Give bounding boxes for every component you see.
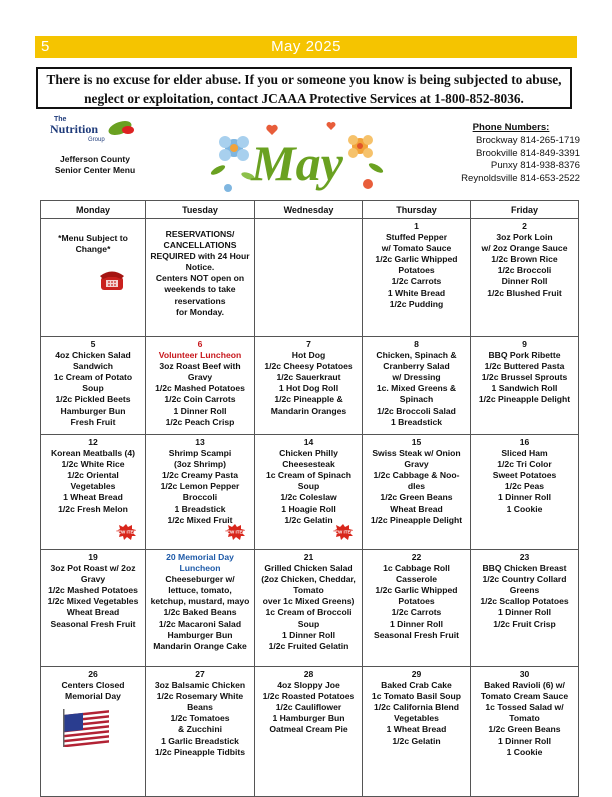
may-title-text: May — [251, 135, 343, 191]
menu-line: Potatoes — [398, 596, 435, 607]
menu-line: ketchup, mustard, mayo — [150, 596, 250, 607]
menu-line: Hamburger Bun — [167, 629, 233, 640]
new-item-badge — [224, 524, 246, 543]
menu-line: w/ Tomato Sauce — [381, 243, 452, 254]
menu-line: Luncheon — [179, 563, 221, 574]
day-number: 9 — [522, 339, 527, 349]
american-flag-icon — [63, 709, 111, 750]
menu-line: 1/2c Lemon Pepper — [160, 481, 240, 492]
menu-line: Cheeseburger w/ — [165, 574, 235, 585]
weekday-header: Friday — [471, 201, 579, 219]
menu-line: RESERVATIONS/ — [165, 229, 235, 239]
day-number: 13 — [195, 437, 205, 447]
menu-line: Beans — [187, 702, 213, 713]
day-number: 22 — [411, 552, 422, 562]
menu-line: REQUIRED with 24 Hour — [150, 251, 250, 262]
menu-line: 1/2c Gelatin — [284, 514, 333, 525]
day-cell — [363, 337, 471, 435]
new-item-badge — [332, 524, 354, 543]
phone-brookville: Brookville 814-849-3391 — [476, 147, 580, 159]
menu-line: 1 Dinner Roll — [497, 735, 551, 746]
menu-line: Casserole — [395, 574, 438, 585]
menu-line: 1/2c Brussel Sprouts — [481, 372, 568, 383]
menu-line: 1/2c Pickled Beets — [55, 394, 131, 405]
menu-line: 1/2c Macaroni Salad — [158, 618, 242, 629]
menu-line: 1/2c Mashed Potatoes — [155, 383, 245, 394]
menu-line: 1 Hot Dog Roll — [278, 383, 339, 394]
menu-line: 1/2c Garlic Whipped — [375, 585, 458, 596]
day-cell — [41, 219, 146, 337]
menu-line: 1/2c Cauliflower — [275, 702, 342, 713]
nutrition-group-logo — [44, 116, 164, 156]
day-cell — [255, 667, 363, 797]
menu-line: 1/2c Fruit Crisp — [493, 618, 556, 629]
menu-line: Gravy — [404, 459, 429, 470]
menu-line: 4oz Chicken Salad — [55, 350, 131, 361]
menu-line: (2oz Chicken, Cheddar, — [261, 574, 356, 585]
menu-line: 1 Dinner Roll — [497, 492, 551, 503]
day-cell — [363, 435, 471, 550]
menu-line: 1 Sandwich Roll — [491, 383, 558, 394]
new-item-badge — [115, 524, 137, 543]
menu-line: Shrimp Scampi — [168, 448, 232, 459]
menu-calendar — [40, 200, 579, 797]
menu-line: Change* — [75, 244, 111, 255]
menu-line: Sweet Potatoes — [492, 470, 557, 481]
menu-line: 3oz Roast Beef with — [159, 361, 241, 372]
menu-line: Dinner Roll — [501, 276, 548, 287]
menu-line: Senior Center Menu — [54, 165, 136, 175]
day-number: 14 — [303, 437, 314, 447]
new-item-text: NEW ITEM — [224, 529, 246, 535]
day-number: 23 — [519, 552, 530, 562]
may-floral-title — [208, 118, 386, 200]
menu-line: 1 Dinner Roll — [173, 405, 227, 416]
menu-line: 1/2c Brown Rice — [491, 254, 558, 265]
menu-line: Sliced Ham — [501, 448, 548, 459]
menu-line: BBQ Chicken Breast — [482, 563, 567, 574]
menu-line: 1/2c Carrots — [391, 607, 442, 618]
menu-line: *Menu Subject to — [58, 233, 128, 243]
menu-line: 1/2c Baked Beans — [163, 607, 237, 618]
day-number: 26 — [88, 669, 98, 679]
logo-name: Nutrition — [50, 122, 98, 136]
menu-line: 1 Cookie — [506, 746, 543, 757]
day-cell — [146, 667, 255, 797]
day-number: 1 — [414, 221, 419, 231]
week-row — [41, 337, 579, 435]
day-number: 19 — [88, 552, 98, 562]
menu-line: 1/2c Fresh Melon — [58, 503, 128, 514]
day-number: 30 — [519, 669, 530, 679]
menu-line: & Zucchini — [178, 724, 222, 735]
menu-line: Mandarin Oranges — [270, 405, 347, 416]
day-cell — [255, 435, 363, 550]
day-cell — [41, 337, 146, 435]
menu-line: 1c Cabbage Roll — [383, 563, 450, 574]
menu-line: Hot Dog — [291, 350, 326, 361]
menu-line: 1/2c Tomatoes — [170, 713, 230, 724]
menu-line: (3oz Shrimp) — [173, 459, 227, 470]
menu-line: 1/2c Pineapple & — [274, 394, 343, 405]
menu-line: 1/2c Pineapple Delight — [370, 514, 463, 525]
county-title — [30, 154, 160, 176]
menu-line: 1/2c Buttered Pasta — [484, 361, 565, 372]
menu-line: w/ 2oz Orange Sauce — [481, 243, 568, 254]
new-item-text: NEW ITEM — [332, 529, 354, 535]
menu-line: Baked Crab Cake — [381, 680, 452, 691]
menu-line: Fresh Fruit — [70, 416, 116, 427]
menu-line: 1c Cream of Potato — [53, 372, 133, 383]
menu-line: 1/2c Broccoli — [497, 265, 552, 276]
menu-line: Memorial Day — [178, 552, 234, 562]
menu-line: Tomato — [293, 585, 324, 596]
menu-line: Cranberry Salad — [383, 361, 450, 372]
menu-line: Baked Ravioli (6) w/ — [484, 680, 565, 691]
menu-line: 1/2c Green Beans — [380, 492, 453, 503]
menu-line: Swiss Steak w/ Onion — [372, 448, 461, 459]
week-row — [41, 667, 579, 797]
menu-line: 1/2c Broccoli Salad — [377, 405, 456, 416]
heart-icon — [266, 122, 335, 135]
day-number: 29 — [411, 669, 422, 679]
menu-line: 1/2c Creamy Pasta — [162, 470, 238, 481]
menu-line: 1 White Bread — [387, 287, 446, 298]
menu-line: Notice. — [185, 262, 215, 273]
menu-line: 1 Hoagie Roll — [281, 503, 336, 514]
menu-line: 1/2c Roasted Potatoes — [262, 691, 355, 702]
menu-line: 1/2c California Blend — [373, 702, 459, 713]
day-cell — [363, 667, 471, 797]
menu-line: for Monday. — [175, 306, 225, 317]
day-cell — [255, 337, 363, 435]
menu-line: Gravy — [187, 372, 213, 383]
menu-line: 1 Dinner Roll — [281, 629, 335, 640]
menu-line: 3oz Balsamic Chicken — [154, 680, 246, 691]
menu-line: Tomato Cream Sauce — [480, 691, 569, 702]
menu-line: 1 Wheat Bread — [386, 724, 447, 735]
menu-line: Soup — [297, 481, 320, 492]
day-cell — [255, 550, 363, 667]
menu-line: Grilled Chicken Salad — [264, 563, 353, 574]
day-cell — [41, 550, 146, 667]
day-cell — [471, 219, 579, 337]
menu-line: 1/2c Cheesy Potatoes — [264, 361, 353, 372]
notice-line: neglect or exploitation, contact JCAAA Protective Services at 1-800-852-8036. — [84, 90, 524, 106]
phone-numbers-title: Phone Numbers: — [472, 122, 550, 133]
day-number: 20 — [166, 552, 176, 562]
menu-line: Potatoes — [398, 265, 435, 276]
menu-line: 1 Breadstick — [174, 503, 226, 514]
menu-line: 1/2c Green Beans — [488, 724, 561, 735]
menu-line: Oatmeal Cream Pie — [269, 724, 348, 735]
menu-line: Tomato — [509, 713, 540, 724]
menu-line: w/ Dressing — [392, 372, 441, 383]
menu-line: Hamburger Bun — [60, 405, 126, 416]
menu-line: Mandarin Orange Cake — [153, 640, 247, 651]
day-number: 12 — [88, 437, 98, 447]
day-cell — [471, 667, 579, 797]
day-number: 2 — [522, 221, 527, 231]
menu-line: Centers NOT open on — [155, 273, 245, 284]
menu-line: Vegetables — [70, 481, 116, 492]
menu-line: Seasonal Fresh Fruit — [373, 629, 459, 640]
day-number: 5 — [90, 339, 96, 349]
menu-line: 1/2c Scallop Potatoes — [480, 596, 569, 607]
day-number: 7 — [306, 339, 311, 349]
menu-line: 1 Garlic Breadstick — [161, 735, 239, 746]
phone-numbers — [424, 122, 580, 185]
menu-line: 1/2c Rosemary White — [156, 691, 244, 702]
day-cell — [363, 219, 471, 337]
menu-line: 1/2c Cabbage & Noo- — [373, 470, 460, 481]
week-row — [41, 435, 579, 550]
menu-line: 1 Dinner Roll — [389, 618, 443, 629]
elder-abuse-notice — [36, 67, 572, 109]
day-cell — [146, 219, 255, 337]
menu-line: Chicken Philly — [279, 448, 338, 459]
menu-line: Seasonal Fresh Fruit — [50, 618, 136, 629]
day-number: 21 — [303, 552, 314, 562]
menu-line: 1/2c White Rice — [61, 459, 125, 470]
header-banner — [35, 36, 577, 58]
day-number: 16 — [519, 437, 530, 447]
menu-line: 1 Breadstick — [390, 416, 443, 427]
logo-group: Group — [88, 137, 105, 143]
menu-line: Stuffed Pepper — [385, 232, 448, 243]
menu-line: 1/2c Coleslaw — [280, 492, 337, 503]
menu-line: Soup — [297, 618, 320, 629]
day-number: 28 — [303, 669, 314, 679]
menu-line: 1/2c Mashed Potatoes — [48, 585, 138, 596]
weekday-header: Wednesday — [255, 201, 363, 219]
menu-line: weekends to take — [164, 284, 236, 295]
phone-brockway: Brockway 814-265-1719 — [476, 135, 580, 147]
weekday-header-row — [41, 201, 579, 219]
menu-line: Korean Meatballs (4) — [50, 448, 136, 459]
menu-line: 1/2c Country Collard — [482, 574, 567, 585]
county-line: Jefferson County — [60, 154, 130, 164]
day-number: 15 — [411, 437, 422, 447]
phone-punxy: Punxy 814-938-8376 — [490, 160, 580, 172]
menu-line: 1/2c Tri Color — [497, 459, 552, 470]
phone-reynoldsville: Reynoldsville 814-653-2522 — [461, 172, 580, 184]
menu-line: 1/2c Garlic Whipped — [375, 254, 458, 265]
weekday-header: Tuesday — [146, 201, 255, 219]
notice-line: There is no excuse for elder abuse. If you or someone you know is being subjected to abuse, — [46, 72, 562, 87]
menu-line: 1/2c Mixed Vegetables — [47, 596, 139, 607]
day-cell — [146, 435, 255, 550]
menu-line: Soup — [82, 383, 104, 394]
weekday-header: Monday — [41, 201, 146, 219]
menu-line: 1/2c Fruited Gelatin — [268, 640, 349, 651]
flower-icon — [348, 135, 373, 158]
day-number: 27 — [195, 669, 205, 679]
new-item-text: NEW ITEM — [115, 529, 137, 535]
menu-line: 3oz Pot Roast w/ 2oz — [50, 563, 136, 574]
telephone-icon — [99, 269, 125, 294]
menu-line: 1 Hamburger Bun — [272, 713, 345, 724]
menu-line: dles — [407, 481, 426, 492]
menu-line: 1/2c Sauerkraut — [276, 372, 341, 383]
menu-line: 1/2c Blushed Fruit — [487, 287, 562, 298]
menu-line: Sandwich — [72, 361, 114, 372]
menu-line: Spinach — [399, 394, 434, 405]
menu-line: 1/2c Pineapple Tidbits — [154, 746, 246, 757]
menu-line: 1/2c Gelatin — [392, 735, 441, 746]
menu-line: Wheat Bread — [390, 503, 443, 514]
menu-line: 1/2c Peas — [504, 481, 545, 492]
menu-line: 1 Cookie — [506, 503, 543, 514]
day-number: 6 — [197, 339, 203, 349]
menu-line: 3oz Pork Loin — [496, 232, 553, 243]
menu-line: lettuce, tomato, — [168, 585, 232, 596]
calendar-body — [41, 219, 579, 797]
banner-month: May 2025 — [271, 38, 341, 55]
menu-line: reservations — [174, 295, 226, 306]
flower-icon — [219, 136, 249, 161]
week-row — [41, 550, 579, 667]
menu-line: Wheat Bread — [66, 607, 120, 618]
menu-line: 4oz Sloppy Joe — [277, 680, 340, 691]
day-cell — [41, 667, 146, 797]
menu-line: Broccoli — [182, 492, 218, 503]
menu-line: Volunteer Luncheon — [158, 350, 242, 361]
day-cell — [471, 435, 579, 550]
menu-line: Vegetables — [394, 713, 439, 724]
menu-line: 1/2c Mixed Fruit — [167, 514, 233, 525]
menu-line: Centers Closed — [61, 680, 125, 691]
menu-line: 1/2c Oriental — [67, 470, 119, 481]
menu-line: 1/2c Peach Crisp — [165, 416, 235, 427]
menu-line: 1c Cream of Broccoli — [265, 607, 352, 618]
menu-line: 1 Wheat Bread — [63, 492, 123, 503]
day-cell — [41, 435, 146, 550]
menu-line: 1 Dinner Roll — [497, 607, 551, 618]
menu-line: 1c. Mixed Greens & — [376, 383, 457, 394]
menu-line: BBQ Pork Ribette — [488, 350, 561, 361]
day-number: 8 — [414, 339, 419, 349]
menu-line: 1/2c Coin Carrots — [164, 394, 236, 405]
menu-line: Cheesesteak — [282, 459, 335, 470]
menu-line: 1/2c Pudding — [389, 298, 444, 309]
menu-line: 1c Tossed Salad w/ — [485, 702, 564, 713]
page-number: 5 — [41, 38, 50, 55]
menu-line: CANCELLATIONS — [163, 240, 237, 251]
day-cell — [471, 337, 579, 435]
day-cell — [146, 337, 255, 435]
weekday-header: Thursday — [363, 201, 471, 219]
menu-line: Gravy — [80, 574, 106, 585]
menu-line: Memorial Day — [65, 691, 121, 702]
day-cell — [146, 550, 255, 667]
menu-line: 1c Cream of Spinach — [265, 470, 351, 481]
menu-line: 1/2c Pineapple Delight — [478, 394, 571, 405]
leaf-icon — [106, 118, 146, 142]
day-cell — [363, 550, 471, 667]
week-row — [41, 219, 579, 337]
day-cell — [471, 550, 579, 667]
menu-line: over 1c Mixed Greens) — [262, 596, 355, 607]
logo-the: The — [54, 116, 67, 123]
menu-line: 1c Tomato Basil Soup — [371, 691, 462, 702]
menu-line: 1/2c Carrots — [391, 276, 442, 287]
menu-line: Greens — [509, 585, 540, 596]
menu-line: Chicken, Spinach & — [376, 350, 457, 361]
day-cell — [255, 219, 363, 337]
